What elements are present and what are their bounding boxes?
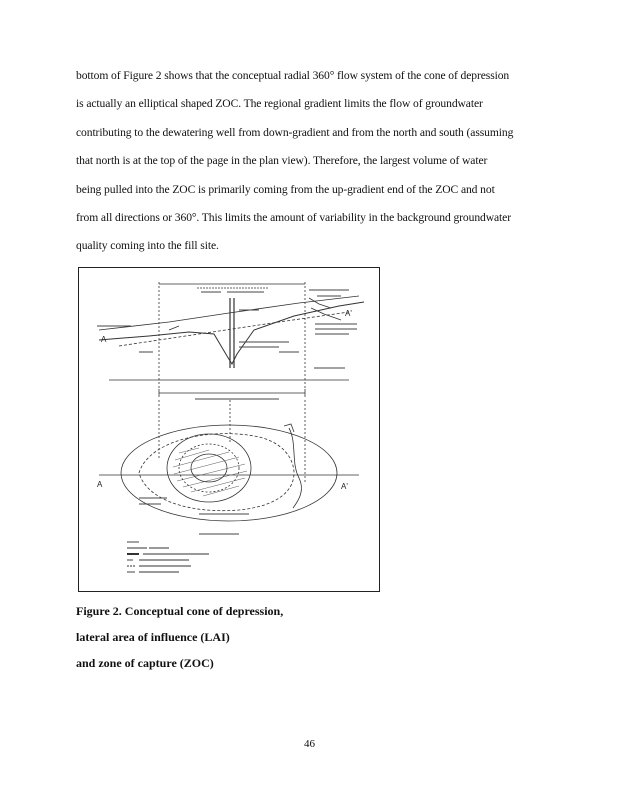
body-line: being pulled into the ZOC is primarily coming from the up-gradient end of the ZOC and not	[76, 182, 495, 196]
plan-view-annotations	[139, 498, 249, 534]
caption-line: lateral area of influence (LAI)	[76, 630, 230, 644]
cross-section-view	[99, 282, 364, 397]
body-line: bottom of Figure 2 shows that the conceptual radial 360° flow system of the cone of depression	[76, 69, 510, 82]
figure-2-diagram	[78, 267, 380, 592]
body-paragraph	[76, 62, 546, 261]
page-number: 46	[304, 738, 315, 750]
body-line: contributing to the dewatering well from down-gradient and from the north and south (assuming	[76, 125, 514, 139]
plan-a-prime-label: A'	[341, 482, 348, 491]
body-line: quality coming into the fill site.	[76, 239, 219, 253]
plan-view	[99, 400, 359, 521]
body-line: that north is at the top of the page in the plan view). Therefore, the largest volume of water	[76, 154, 488, 168]
cone-hatching	[173, 448, 247, 496]
body-line: from all directions or 360°. This limits the amount of variability in the background groundwater	[76, 211, 511, 225]
plan-a-label: A	[97, 480, 103, 489]
figure-caption	[76, 598, 283, 676]
section-a-label: A	[101, 335, 107, 344]
caption-line: Figure 2. Conceptual cone of depression,	[76, 604, 284, 618]
cross-section-annotations	[97, 290, 357, 399]
body-line: is actually an elliptical shaped ZOC. The regional gradient limits the flow of groundwater	[76, 97, 483, 111]
caption-line: and zone of capture (ZOC)	[76, 656, 214, 670]
figure-legend	[127, 542, 209, 572]
section-a-prime-label: A'	[345, 309, 352, 318]
cone-of-depression-diagram	[79, 268, 379, 591]
